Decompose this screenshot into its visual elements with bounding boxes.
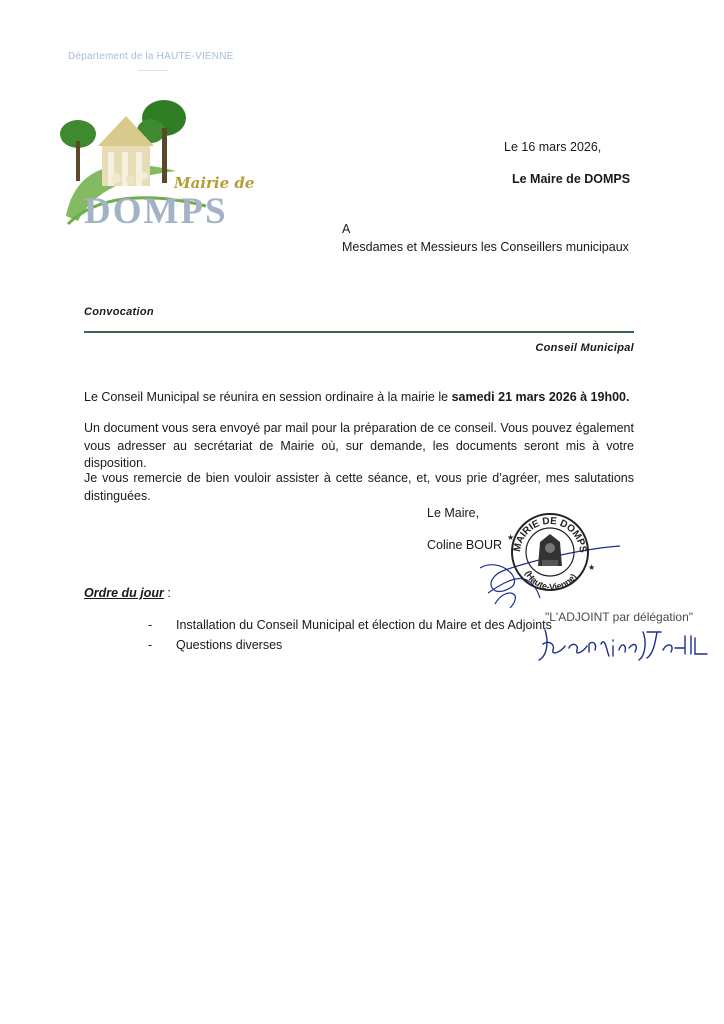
section-divider <box>84 331 634 333</box>
logo-domps: DOMPS <box>84 191 228 232</box>
bullet-dash: - <box>148 618 153 632</box>
agenda-list <box>148 615 552 655</box>
agenda-colon: : <box>163 586 171 600</box>
letter-sender: Le Maire de DOMPS <box>512 172 631 186</box>
recipient-prefix: A <box>342 222 351 236</box>
convocation-title: Convocation <box>84 306 154 318</box>
paragraph-closing: Je vous remercie de bien vouloir assister à cette séance, et, vous prie d’agréer, mes salutations distinguées. <box>84 471 634 503</box>
delegation-caption: "L'ADJOINT par délégation" <box>545 610 693 624</box>
stamp-star-right-icon: ★ <box>588 563 596 572</box>
stamp-bottom-text: (Haute-Vienne) <box>523 569 579 593</box>
logo-mairie-de: Mairie de <box>174 174 255 192</box>
signoff-title: Le Maire, <box>427 506 480 520</box>
paragraph-documents: Un document vous sera envoyé par mail pour la préparation de ce conseil. Vous pouvez également vous adresser au secrétariat de Mairie où, sur demande, les documents seront mis à votre disposition. <box>84 421 634 470</box>
list-item <box>148 635 552 655</box>
session-text: Le Conseil Municipal se réunira en session ordinaire à la mairie le <box>84 390 452 404</box>
agenda-item-text: Installation du Conseil Municipal et élection du Maire et des Adjoints <box>176 618 552 632</box>
letter-date: Le 16 mars 2026, <box>504 140 602 154</box>
stamp-star-left-icon: ★ <box>507 533 515 542</box>
stamp-top-text: MAIRIE DE DOMPS <box>511 515 589 554</box>
session-date: samedi 21 mars 2026 à 19h00. <box>451 390 630 404</box>
signoff-name: Coline BOUR <box>427 538 503 552</box>
agenda-heading <box>84 586 171 600</box>
paragraph-session <box>84 389 634 407</box>
bullet-dash: - <box>148 638 153 652</box>
list-item <box>148 615 552 635</box>
svg-text:(Haute-Vienne) <box>523 569 579 592</box>
adjoint-handwritten-signature <box>535 622 715 664</box>
department-underline <box>138 70 168 71</box>
recipients: Mesdames et Messieurs les Conseillers municipaux <box>342 240 629 254</box>
conseil-municipal-title: Conseil Municipal <box>535 342 634 354</box>
official-stamp <box>470 508 630 618</box>
agenda-label: Ordre du jour <box>84 586 164 600</box>
department-header: Département de la HAUTE-VIENNE <box>68 51 234 62</box>
agenda-item-text: Questions diverses <box>176 638 283 652</box>
